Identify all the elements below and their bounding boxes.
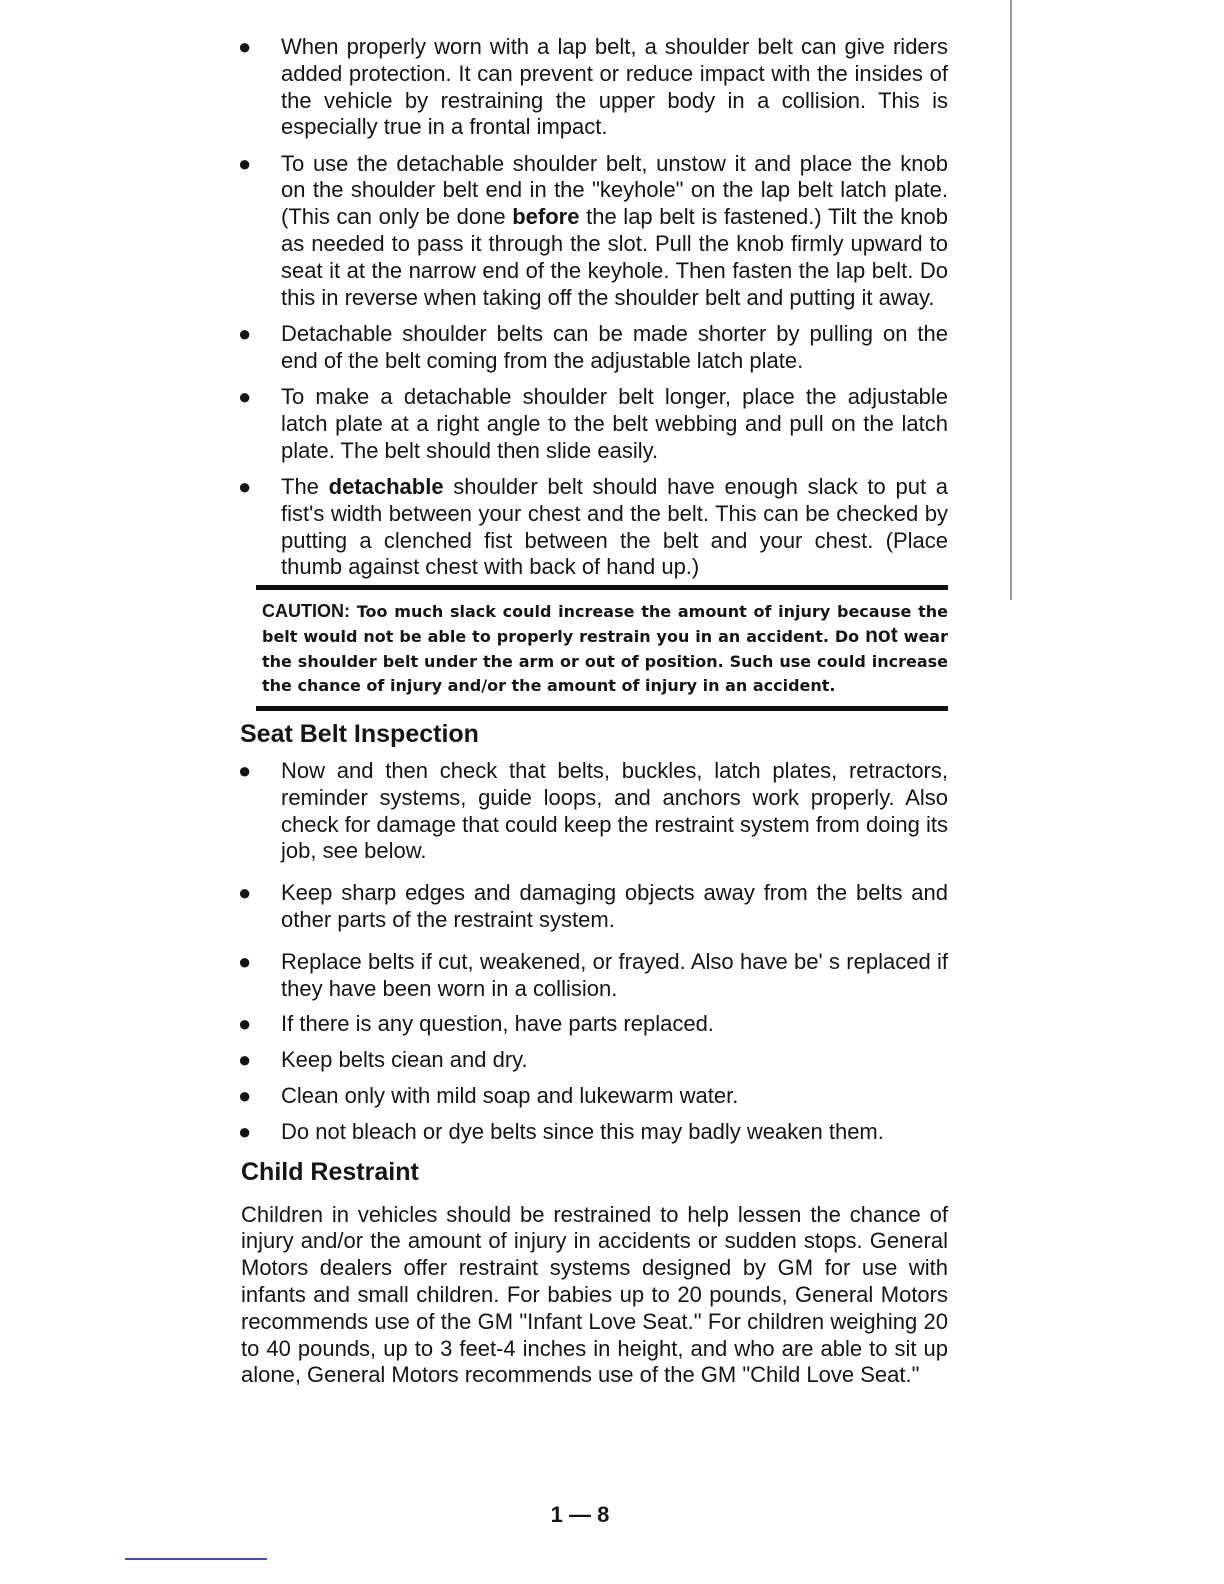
seat-belt-bullet-list xyxy=(236,34,948,581)
bullet-icon: ● xyxy=(238,1082,252,1108)
bullet-icon: ● xyxy=(238,757,252,783)
list-item xyxy=(236,321,948,375)
bullet-text: Detachable shoulder belts can be made shorter by pulling on the end of the belt coming from the adjustable latch plate. xyxy=(281,320,948,373)
bullet-text: Do not bleach or dye belts since this may badly weaken them. xyxy=(281,1118,884,1144)
list-item xyxy=(236,1083,948,1110)
list-item xyxy=(236,949,948,1003)
bullet-text: To use the detachable shoulder belt, unstow it and place the knob on the shoulder belt end in the "keyhole" on the lap belt latch plate. (This can only be done xyxy=(281,150,948,230)
bullet-icon: ● xyxy=(238,384,252,410)
bullet-text: shoulder belt should have enough slack to put a fist's width between your chest and the belt. This can be checked by putting a clenched fist between the belt and your chest. (Place thumb against chest with back of hand up.) xyxy=(281,473,949,580)
list-item xyxy=(236,1119,948,1146)
bullet-text: If there is any question, have parts replaced. xyxy=(281,1011,714,1037)
bullet-icon: ● xyxy=(238,880,252,906)
bullet-icon: ● xyxy=(238,1011,252,1037)
caution-text: Too much slack could increase the amount of injury because the belt would not be able to properly restrain you in an accident. Do xyxy=(262,602,948,647)
bullet-icon: ● xyxy=(238,320,252,346)
section-heading-child-restraint: Child Restraint xyxy=(241,1157,419,1186)
list-item xyxy=(236,1047,948,1074)
bullet-text: Keep sharp edges and damaging objects away from the belts and other parts of the restraint system. xyxy=(281,880,948,932)
child-restraint-paragraph: Children in vehicles should be restrained to help lessen the chance of injury and/or the amount of injury in accidents or sudden stops. General Motors dealers offer restraint systems designed by GM for use with infants and small children. For babies up to 20 pounds, General Motors recommends use of the GM "Infant Love Seat." For children weighing 20 to 40 pounds, up to 3 feet-4 inches in height, and who are able to sit up alone, General Motors recommends use of the GM "Child Love Seat." xyxy=(241,1201,948,1388)
bullet-icon: ● xyxy=(238,34,252,59)
caution-bottom-rule xyxy=(256,706,948,711)
list-item xyxy=(236,151,948,312)
bullet-text: Replace belts if cut, weakened, or frayed. Also have be' s replaced if they have been worn in a collision. xyxy=(281,948,948,1001)
footer-line xyxy=(125,1558,267,1560)
bullet-icon: ● xyxy=(238,948,252,974)
page-number: 1 — 8 xyxy=(550,1502,610,1527)
list-item xyxy=(236,474,948,581)
caution-text: wear the shoulder belt under the arm or out of position. Such use could increase the chance of injury and/or the amount of injury in an accident. xyxy=(262,627,948,695)
list-item xyxy=(236,384,948,464)
list-item xyxy=(236,34,948,141)
page-edge xyxy=(1010,0,1012,600)
bullet-icon: ● xyxy=(238,1118,252,1144)
bullet-text: Keep belts ciean and dry. xyxy=(281,1047,528,1073)
bullet-icon: ● xyxy=(238,473,252,499)
bold-text: detachable xyxy=(328,473,444,499)
bullet-text: The xyxy=(281,473,329,499)
section-heading-inspection: Seat Belt Inspection xyxy=(240,719,479,748)
bullet-text: Now and then check that belts, buckles, latch plates, retractors, reminder systems, guide loops, and anchors work properly. Also check for damage that could keep the restraint system from doing its job, see below. xyxy=(281,757,948,864)
bullet-icon: ● xyxy=(238,150,252,176)
bullet-text: When properly worn with a lap belt, a shoulder belt can give riders added protection. It can prevent or reduce impact with the insides of the vehicle by restraining the upper body in a collision. This is especially true in a frontal impact. xyxy=(281,34,948,140)
manual-page-column xyxy=(236,34,948,1389)
caution-top-rule xyxy=(256,585,948,590)
inspection-bullet-list xyxy=(236,758,948,1146)
bullet-text: Clean only with mild soap and lukewarm water. xyxy=(281,1082,739,1108)
bold-text: before xyxy=(512,204,580,230)
bullet-icon: ● xyxy=(238,1047,252,1073)
list-item xyxy=(236,880,948,934)
caution-emphasis: not xyxy=(865,624,898,648)
caution-box xyxy=(262,599,948,698)
caution-label: CAUTION: xyxy=(262,601,350,622)
bullet-text: To make a detachable shoulder belt longer, place the adjustable latch plate at a right angle to the belt webbing and pull on the latch plate. The belt should then slide easily. xyxy=(281,384,948,463)
bullet-text: the lap belt is fastened.) Tilt the knob as needed to pass it through the slot. Pull the knob firmly upward to seat it at the narrow end of the keyhole. Then fasten the lap belt. Do this in reverse when taking off the shoulder belt and putting it away. xyxy=(281,204,948,310)
list-item xyxy=(236,1011,948,1038)
list-item xyxy=(236,758,948,865)
